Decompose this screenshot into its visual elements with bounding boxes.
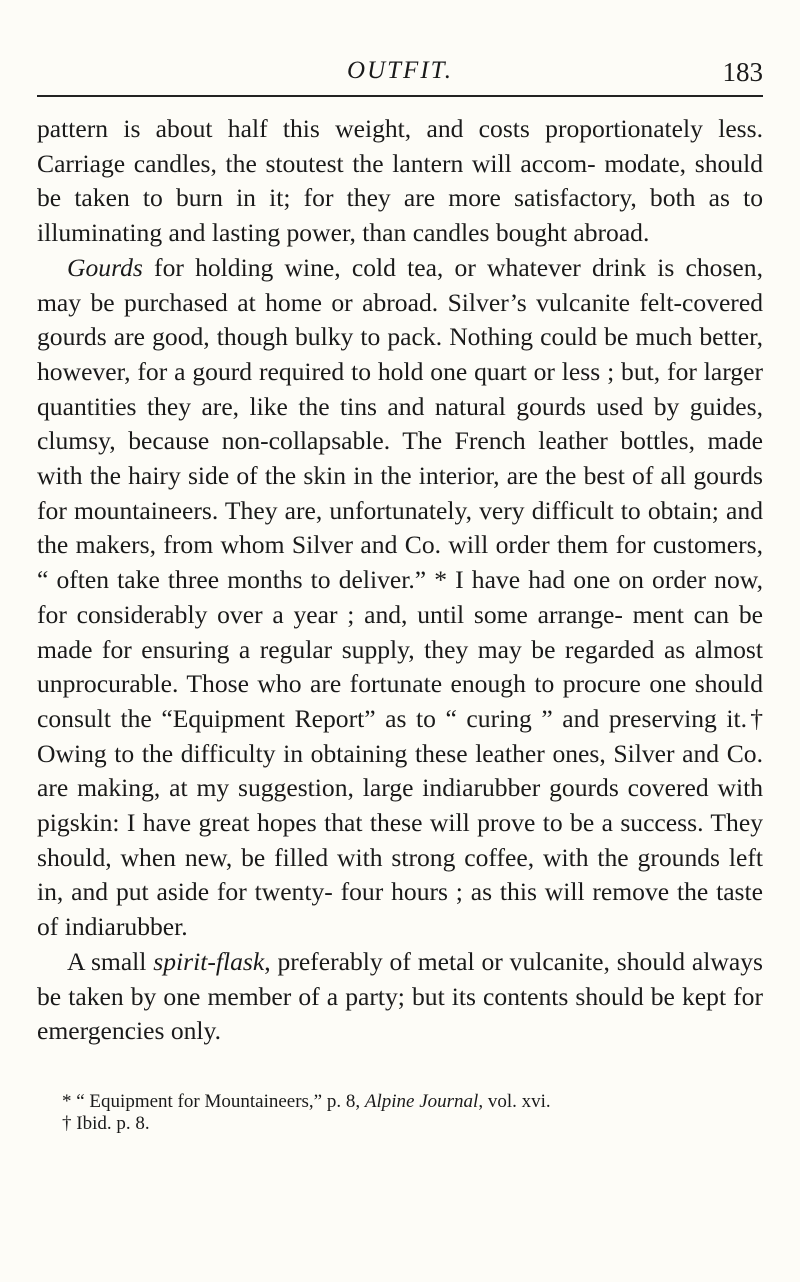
footnote [62, 1091, 762, 1113]
paragraph-text: for holding wine, cold tea, or whatever drink is chosen, may be purchased at home or abroad. Silver’s vulcanite felt-covered gourds are good, though bulky to pack. Nothing could be much better, however, for a gourd required to hold one quart or less ; but, for larger quantities they are, like the tins and natural gourds used by guides, clumsy, because non-collapsable. The French leather bottles, made with the hairy side of the skin in the interior, are the best of all gourds for mountaineers. They are, unfortunately, very difficult to obtain; and the makers, from whom Silver and Co. will order them for customers, “ often take three months to deliver.” * I have had one on order now, for considerably over a year ; and, until some arrange- ment can be made for ensuring a regular supply, they may be regarded as almost unprocurable. Those who are fortunate enough to procure one should consult the “Equipment Report” as to “ curing ” and preserving it.† Owing to the difficulty in obtaining these leather ones, Silver and Co. are making, at my suggestion, large indiarubber gourds covered with pigskin: I have great hopes that these will prove to be a success. They should, when new, be filled with strong coffee, with the grounds left in, and put aside for twenty- four hours ; as this will remove the taste of indiarubber. [37, 252, 763, 942]
paragraph-lanterns [37, 112, 763, 251]
paragraph-text: pattern is about half this weight, and costs proportionately less. Carriage candles, the stoutest the lantern will accom- modate, should be taken to burn in it; for they are more satisfactory, both as to illuminating and lasting power, than candles bought abroad. [37, 114, 763, 248]
footnote [62, 1113, 762, 1135]
footnote-mark: * [62, 1091, 72, 1112]
footnotes [62, 1091, 762, 1135]
paragraph-lead-italic: Gourds [67, 252, 143, 282]
header-rule [37, 95, 763, 97]
paragraph-gourds [37, 251, 763, 945]
paragraph-spirit-flask [37, 945, 763, 1049]
paragraph-text: , preferably of metal or vulcanite, should always be taken by one member of a party; but its contents should be kept for emergencies only. [37, 946, 763, 1046]
footnote-pre: “ Equipment for Mountaineers,” p. 8, [71, 1091, 365, 1112]
footnote-text: Ibid. p. 8. [71, 1113, 150, 1134]
footnote-post: , vol. xvi. [478, 1091, 551, 1112]
footnote-italic: Alpine Journal [364, 1091, 479, 1112]
body-text [37, 112, 763, 1049]
page-number: 183 [722, 57, 763, 87]
paragraph-pre: A small [67, 946, 154, 976]
footnote-mark: † [62, 1113, 72, 1134]
page-header [37, 55, 763, 95]
running-head: OUTFIT. [347, 57, 453, 84]
paragraph-italic: spirit-flask [153, 946, 265, 976]
